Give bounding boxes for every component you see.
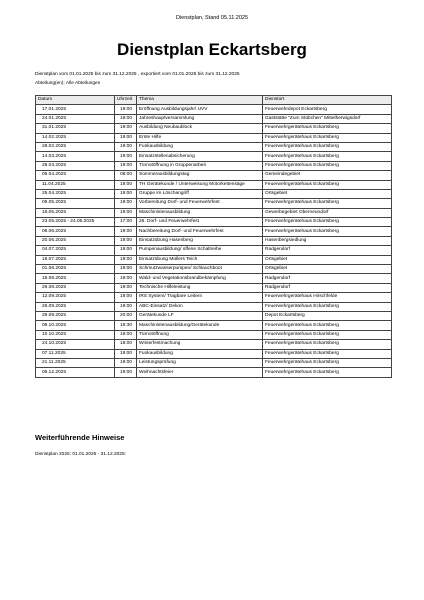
table-row [36, 133, 392, 142]
table-row [36, 114, 392, 123]
cell-topic: IRS System/ Tragbare Leitern [137, 293, 263, 302]
cell-topic: ABC-Einsatz/ Dekon [137, 302, 263, 311]
cell-topic: Einsatzstellenabsicherung [137, 152, 263, 161]
cell-time: 19:00 [115, 330, 137, 339]
cell-topic: Eröffnung Ausbildungsjahr/ UVV [137, 105, 263, 114]
cell-date: 11.04.2025 [36, 180, 115, 189]
export-range-text: Dienstplan vom 01.01.2025 bis zum 31.12.2025 , exportiert vom 01.01.2025 bis zum 31.12.2025 [35, 72, 240, 77]
cell-location: Feuerwehrgerätehaus Eckartsberg [263, 330, 392, 339]
cell-location: Gaststätte "Zum Stübchen" Mittelherwigsdorf [263, 114, 392, 123]
cell-date: 15.08.2025 [36, 274, 115, 283]
cell-date: 16.05.2025 [36, 208, 115, 217]
cell-location: Radgendorf [263, 283, 392, 292]
cell-time: 19:00 [115, 152, 137, 161]
cell-topic: Sommerausbildungstag [137, 171, 263, 180]
cell-time: 19:00 [115, 180, 137, 189]
cell-time: 19:00 [115, 255, 137, 264]
cell-location: Ortsgebiet [263, 255, 392, 264]
table-row [36, 321, 392, 330]
cell-date: 28.02.2025 [36, 142, 115, 151]
departments-text: Abteilung(en): Alle Abteilungen [35, 81, 101, 86]
cell-time: 19:00 [115, 161, 137, 170]
table-row [36, 152, 392, 161]
column-header-topic: Thema [137, 96, 263, 105]
cell-topic: Gruppe im Löschangriff [137, 189, 263, 198]
cell-topic: Maschinistenausbildung/Gerätekunde [137, 321, 263, 330]
cell-topic: Vorbereitung Dorf- und Feuerwehrfest [137, 199, 263, 208]
duty-schedule-table [35, 95, 392, 378]
cell-location: Depot Eckartsberg [263, 311, 392, 320]
cell-location: Radgendorf [263, 246, 392, 255]
column-header-date: Datum [36, 96, 115, 105]
cell-location: Ortsgebiet [263, 189, 392, 198]
cell-topic: Nachbereitung Dorf- und Feuerwehrfest [137, 227, 263, 236]
cell-location: Radgendorf [263, 274, 392, 283]
cell-location: Feuerwehrgerätehaus Eckartsberg [263, 321, 392, 330]
table-row [36, 161, 392, 170]
cell-date: 26.09.2025 [36, 302, 115, 311]
cell-date: 25.04.2025 [36, 189, 115, 198]
cell-location: Feuerwehrgerätehaus Eckartsberg [263, 218, 392, 227]
table-row [36, 199, 392, 208]
cell-location: Feuerwehrgerätehaus Eckartsberg [263, 302, 392, 311]
table-row [36, 302, 392, 311]
cell-time: 08:00 [115, 171, 137, 180]
table-row [36, 274, 392, 283]
table-header-row [36, 96, 392, 105]
table-row [36, 349, 392, 358]
cell-date: 20.06.2025 [36, 236, 115, 245]
cell-topic: Funkausbildung [137, 142, 263, 151]
cell-date: 05.04.2025 [36, 171, 115, 180]
cell-location: Feuerwehrgerätehaus Eckartsberg [263, 180, 392, 189]
table-body [36, 105, 392, 377]
cell-topic: Türnotöffnung in Gruppenarbeit [137, 161, 263, 170]
cell-date: 07.11.2025 [36, 349, 115, 358]
cell-topic: Schmutzwasserpumpen/ Schlauchboot [137, 265, 263, 274]
cell-location: Feuerwehrgerätehaus Eckartsberg [263, 340, 392, 349]
table-row [36, 330, 392, 339]
cell-time: 19:00 [115, 142, 137, 151]
cell-date: 29.09.2025 [36, 311, 115, 320]
table-row [36, 246, 392, 255]
page-header: Dienstplan, Stand 05.11.2025 [175, 15, 249, 21]
cell-topic: Winterfestmachung [137, 340, 263, 349]
cell-location: Feuerwehrgerätehaus Hirschfelde [263, 293, 392, 302]
cell-topic: Weihnachtsfeier [137, 368, 263, 377]
table-row [36, 358, 392, 367]
table-row [36, 283, 392, 292]
table-row [36, 311, 392, 320]
cell-location: Feuerwehrgerätehaus Eckartsberg [263, 349, 392, 358]
column-header-location: Dienstort [263, 96, 392, 105]
cell-date: 21.11.2025 [36, 358, 115, 367]
cell-time: 19:00 [115, 189, 137, 198]
cell-topic: Erste Hilfe [137, 133, 263, 142]
cell-time: 18:30 [115, 321, 137, 330]
cell-time: 19:00 [115, 124, 137, 133]
cell-time: 17:00 [115, 218, 137, 227]
cell-location: Feuerwehrgerätehaus Eckartsberg [263, 227, 392, 236]
cell-date: 06.12.2025 [36, 368, 115, 377]
cell-location: Ortsgebiet [263, 265, 392, 274]
cell-topic: Technische Hilfeleistung [137, 283, 263, 292]
cell-topic: Gerätekunde LF [137, 311, 263, 320]
cell-topic: Maschinistenausbildung [137, 208, 263, 217]
table-row [36, 124, 392, 133]
plan-range-text: Dienstplan 2025: 01.01.2025 - 31.12.2025: [35, 452, 126, 457]
cell-date: 29.08.2025 [36, 283, 115, 292]
cell-location: Feuerwehrgerätehaus Eckartsberg [263, 142, 392, 151]
table-row [36, 218, 392, 227]
cell-location: Hasenbergsiedlung [263, 236, 392, 245]
cell-date: 24.10.2025 [36, 340, 115, 349]
table-row [36, 142, 392, 151]
table-row [36, 265, 392, 274]
cell-date: 10.10.2025 [36, 330, 115, 339]
cell-location: Feuerwehrgerätehaus Eckartsberg [263, 358, 392, 367]
cell-time: 19:00 [115, 227, 137, 236]
table-row [36, 293, 392, 302]
cell-date: 04.07.2025 [36, 246, 115, 255]
cell-location: Feuerwehrgerätehaus Eckartsberg [263, 152, 392, 161]
cell-topic: Pumpenausbildung/ offene Schaltreihe [137, 246, 263, 255]
cell-date: 17.01.2025 [36, 105, 115, 114]
cell-time: 19:00 [115, 274, 137, 283]
table-row [36, 171, 392, 180]
cell-time: 19:00 [115, 236, 137, 245]
table-row [36, 368, 392, 377]
cell-time: 18:00 [115, 340, 137, 349]
cell-date: 23.05.2025 - 24.05.2025 [36, 218, 115, 227]
table-row [36, 105, 392, 114]
table-row [36, 236, 392, 245]
cell-date: 09.05.2025 [36, 199, 115, 208]
cell-location: Gewerbegebiet Oberneundorf [263, 208, 392, 217]
cell-time: 19:00 [115, 246, 137, 255]
cell-topic: Einsatzübung Müllers Teich [137, 255, 263, 264]
cell-date: 14.03.2025 [36, 152, 115, 161]
cell-time: 19:00 [115, 368, 137, 377]
cell-location: Feuerwehrgerätehaus Eckartsberg [263, 161, 392, 170]
cell-topic: Leistungsprüfung [137, 358, 263, 367]
cell-time: 19:00 [115, 302, 137, 311]
cell-time: 19:00 [115, 349, 137, 358]
cell-topic: 26. Dorf- und Feuerwehrfest [137, 218, 263, 227]
table-row [36, 227, 392, 236]
table-row [36, 340, 392, 349]
cell-date: 14.02.2025 [36, 133, 115, 142]
table-row [36, 180, 392, 189]
cell-location: Feuerwehrgerätehaus Eckartsberg [263, 124, 392, 133]
cell-topic: Jahreshauptversammlung [137, 114, 263, 123]
cell-location: Feuerwehrgerätehaus Eckartsberg [263, 133, 392, 142]
cell-location: Feuerwehrgerätehaus Eckartsberg [263, 368, 392, 377]
table-row [36, 255, 392, 264]
column-header-time: Uhrzeit [115, 96, 137, 105]
cell-topic: Ausbildung Neubaublock [137, 124, 263, 133]
cell-time: 19:00 [115, 133, 137, 142]
cell-date: 18.07.2025 [36, 255, 115, 264]
cell-location: Feuerwehrgerätehaus Eckartsberg [263, 199, 392, 208]
cell-location: Gemeindegebiet [263, 171, 392, 180]
cell-date: 24.01.2025 [36, 114, 115, 123]
cell-time: 19:00 [115, 208, 137, 217]
cell-date: 12.09.2025 [36, 293, 115, 302]
cell-time: 19:00 [115, 265, 137, 274]
cell-time: 19:00 [115, 358, 137, 367]
page-title: Dienstplan Eckartsberg [117, 40, 307, 59]
cell-date: 28.03.2025 [36, 161, 115, 170]
cell-date: 06.10.2025 [36, 321, 115, 330]
cell-time: 20:00 [115, 311, 137, 320]
cell-topic: TH Gerätekunde / Unterweisung Motorkettensäge [137, 180, 263, 189]
cell-date: 06.06.2025 [36, 227, 115, 236]
cell-date: 31.01.2025 [36, 124, 115, 133]
cell-time: 19:00 [115, 293, 137, 302]
cell-topic: Einsatzübung Hasenberg [137, 236, 263, 245]
cell-time: 19:00 [115, 105, 137, 114]
cell-time: 19:00 [115, 114, 137, 123]
cell-time: 19:00 [115, 283, 137, 292]
cell-topic: Türnotöffnung [137, 330, 263, 339]
cell-date: 01.08.2025 [36, 265, 115, 274]
notes-heading: Weiterführende Hinweise [35, 433, 125, 442]
cell-time: 19:00 [115, 199, 137, 208]
table-row [36, 208, 392, 217]
cell-location: Feuerwehrdepot Eckartsberg [263, 105, 392, 114]
table-row [36, 189, 392, 198]
cell-topic: Funkausbildung [137, 349, 263, 358]
cell-topic: Wald- und Vegetationsbrandbekämpfung [137, 274, 263, 283]
